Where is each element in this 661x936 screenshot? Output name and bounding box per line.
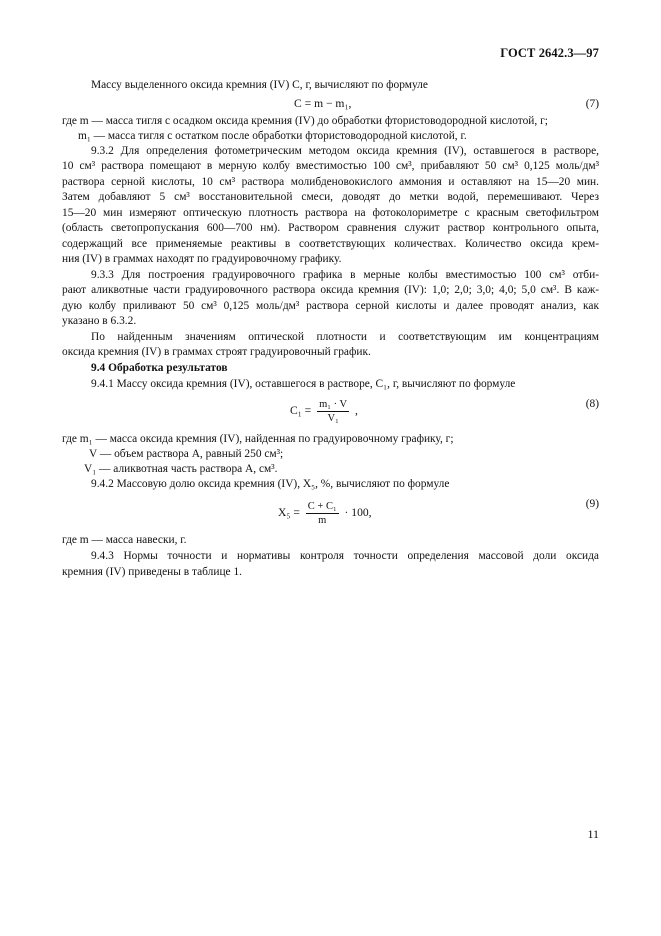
formula-9-denominator: m [318, 515, 327, 526]
formula-9 [278, 501, 372, 526]
equation-number-7: (7) [585, 98, 599, 110]
where-clause-7b: m₁ — масса тигля с остатком после обработки фтористоводородной кислотой, г. [78, 130, 467, 142]
formula-9-fraction [306, 501, 339, 526]
p943-line-2: кремния (IV) приведены в таблице 1. [62, 566, 243, 578]
p932-line-4: Затем добавляют 5 см³ восстановительной смеси, доводят до метки водой, перемешивают. Через [62, 191, 599, 203]
where-clause-9: где m — масса навески, г. [62, 534, 187, 546]
formula-8 [290, 399, 358, 424]
p941-paragraph: 9.4.1 Массу оксида кремния (IV), оставшегося в растворе, C₁, г, вычисляют по формуле [91, 378, 516, 390]
where-clause-8a: где m₁ — масса оксида кремния (IV), найденная по градуировочному графику, г; [62, 433, 454, 445]
p943-line-1: 9.4.3 Нормы точности и нормативы контроля точности определения массовой доли оксида [91, 550, 599, 562]
p932-line-6: (область светопропускания 600—700 нм). Раствором сравнения служит раствор контрольного опыта, [62, 222, 599, 234]
p933-line-4: указано в 6.3.2. [62, 315, 137, 327]
where-clause-7a: где m — масса тигля с осадком оксида кремния (IV) до обработки фтористоводородной кислотой, г; [62, 115, 548, 127]
document-code-header: ГОСТ 2642.3—97 [500, 46, 599, 60]
formula-9-numerator: C + C₁ [307, 501, 337, 512]
equation-number-8: (8) [585, 398, 599, 410]
p932-line-3: раствора серной кислоты, 10 см³ раствора молибденовокислого аммония и оставляют на 15—20 мин. [62, 176, 599, 188]
p932-line-8: ния (IV) в граммах находят по градуировочному графику. [62, 253, 342, 265]
section-heading-9-4: 9.4 Обработка результатов [91, 362, 228, 374]
graph-paragraph-line-2: оксида кремния (IV) в граммах строят градуировочный график. [62, 346, 371, 358]
graph-paragraph-line-1: По найденным значениям оптической плотности и соответствующим им концентрациям [91, 331, 599, 343]
formula-8-tail: , [355, 404, 358, 418]
p932-line-7: содержащий все применяемые реактивы в соответствующих количествах. Количество оксида крем- [62, 238, 599, 250]
p942-paragraph: 9.4.2 Массовую долю оксида кремния (IV), X₅, %, вычисляют по формуле [91, 478, 450, 490]
formula-9-lhs: X₅ = [278, 506, 300, 520]
page-number: 11 [587, 827, 599, 841]
p932-line-5: 15—20 мин измеряют оптическую плотность раствора на фотоколориметре с красным светофильтром [62, 207, 599, 219]
intro-paragraph: Массу выделенного оксида кремния (IV) С, г, вычисляют по формуле [91, 79, 428, 91]
formula-8-numerator: m₁ · V [319, 399, 348, 410]
formula-7: С = m − m₁, [294, 97, 352, 110]
formula-8-denominator: V₁ [327, 413, 339, 424]
p932-line-2: 10 см³ раствора помещают в мерную колбу вместимостью 100 см³, прибавляют 50 см³ 0,125 моль/дм³ [62, 160, 599, 172]
p932-line-1: 9.3.2 Для определения фотометрическим методом оксида кремния (IV), оставшегося в растворе, [91, 145, 599, 157]
p933-line-2: рают аликвотные части градуировочного раствора оксида кремния (IV): 1,0; 2,0; 3,0; 4,0; 5,0 см³. В каж- [62, 284, 599, 296]
formula-9-tail: · 100, [344, 506, 372, 520]
p933-line-3: дую колбу приливают 50 см³ 0,125 моль/дм³ раствора серной кислоты и далее проводят анализ, как [62, 300, 599, 312]
formula-8-fraction [317, 399, 349, 424]
equation-number-9: (9) [585, 498, 599, 510]
where-clause-8c: V₁ — аликвотная часть раствора А, см³. [84, 463, 278, 475]
formula-8-lhs: C₁ = [290, 404, 312, 418]
p933-line-1: 9.3.3 Для построения градуировочного графика в мерные колбы вместимостью 100 см³ отби- [91, 269, 599, 281]
where-clause-8b: V — объем раствора А, равный 250 см³; [89, 448, 284, 460]
